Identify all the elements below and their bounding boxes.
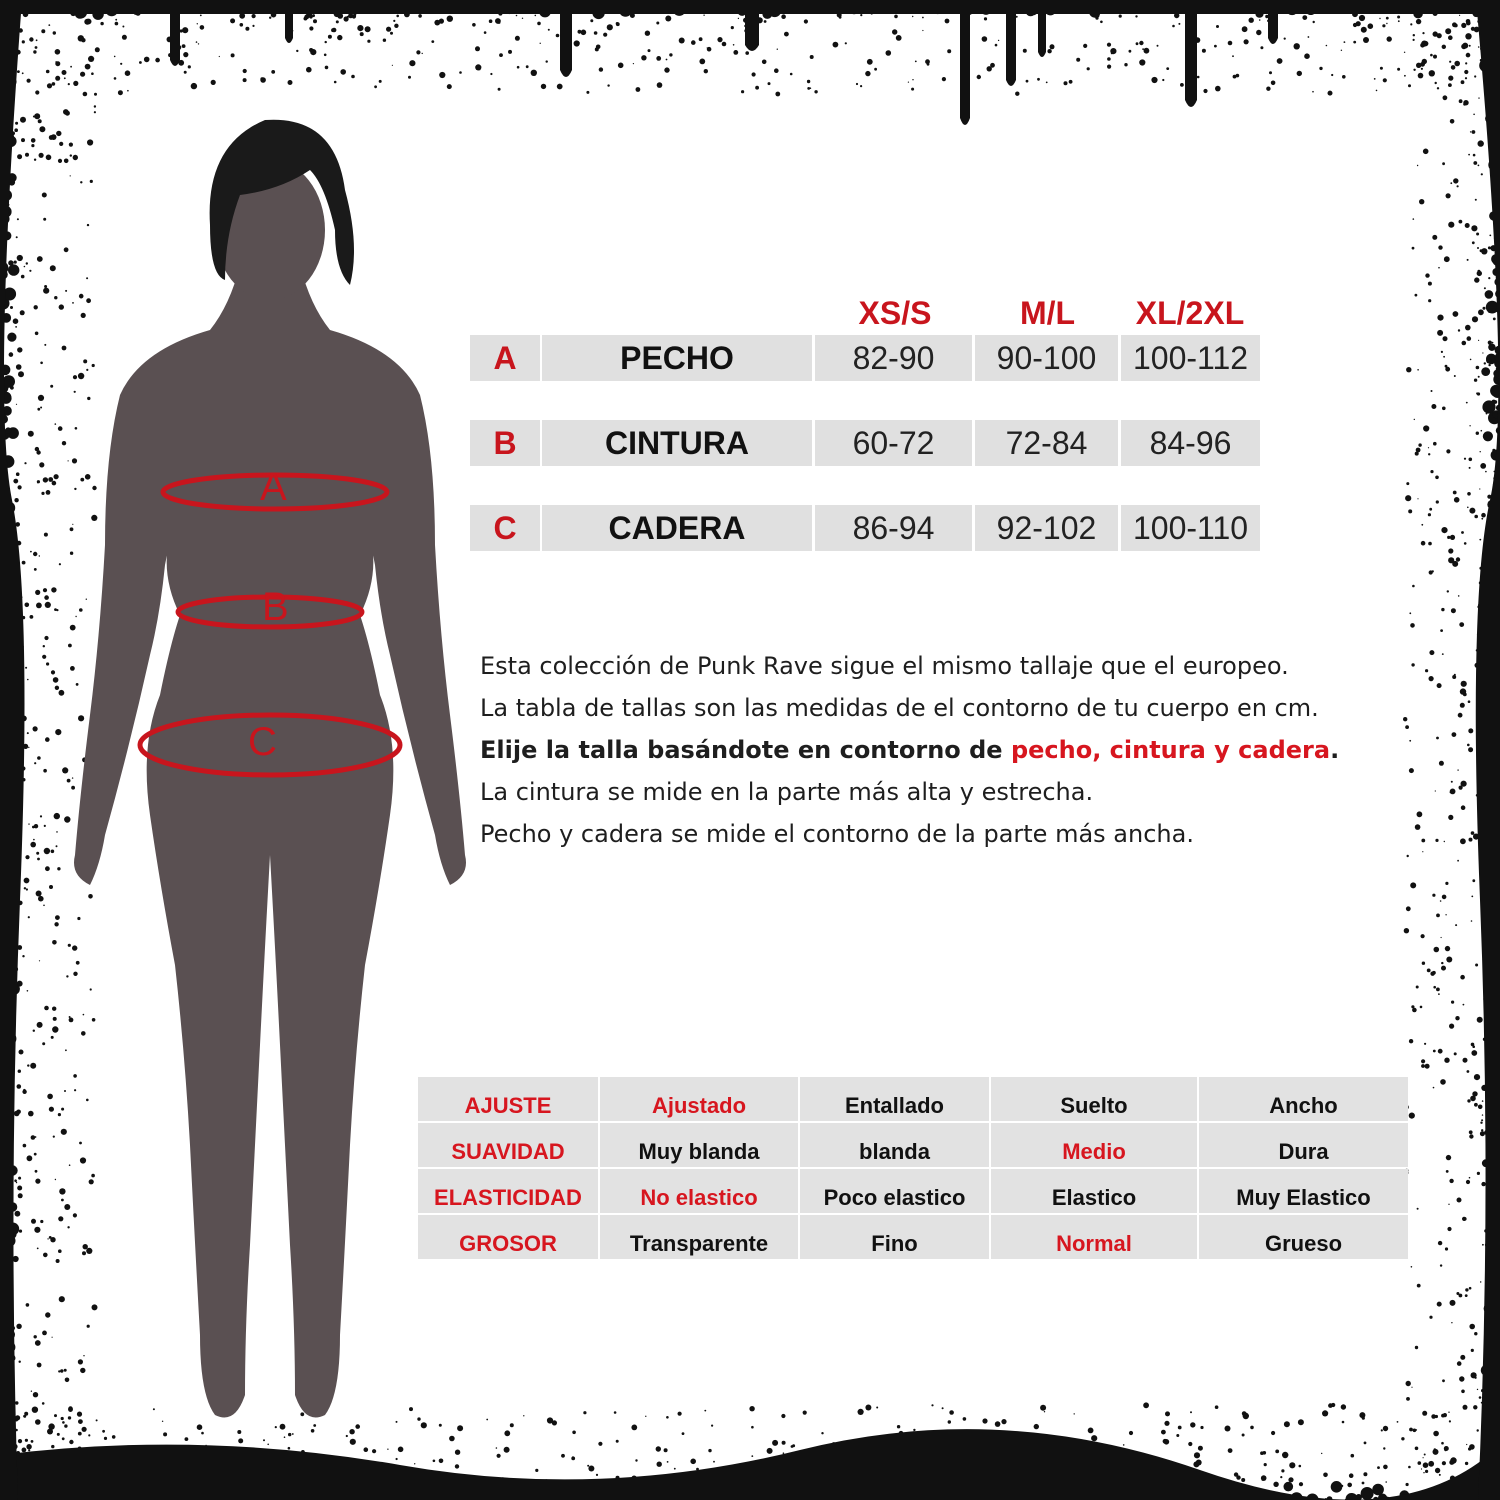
note-period: . bbox=[1330, 736, 1340, 764]
property-label: ELASTICIDAD bbox=[418, 1169, 598, 1213]
body-silhouette-figure bbox=[60, 95, 480, 1455]
row-letter: A bbox=[470, 335, 540, 381]
size-value: 72-84 bbox=[975, 420, 1118, 466]
size-col-xl-2xl: XL/2XL bbox=[1135, 295, 1245, 331]
property-option: Entallado bbox=[800, 1077, 989, 1121]
property-row bbox=[418, 1169, 1408, 1213]
body-silhouette bbox=[74, 265, 466, 1418]
property-option: Transparente bbox=[600, 1215, 798, 1259]
property-row bbox=[418, 1077, 1408, 1121]
size-value: 100-112 bbox=[1121, 335, 1260, 381]
property-row bbox=[418, 1215, 1408, 1259]
note-line: Pecho y cadera se mide el contorno de la parte más ancha. bbox=[480, 820, 1194, 848]
property-option: Grueso bbox=[1199, 1215, 1408, 1259]
property-option-selected: No elastico bbox=[600, 1169, 798, 1213]
size-value: 84-96 bbox=[1121, 420, 1260, 466]
note-bold-text: Elije la talla basándote en contorno de bbox=[480, 736, 1011, 764]
row-letter: B bbox=[470, 420, 540, 466]
property-option: Muy blanda bbox=[600, 1123, 798, 1167]
row-measure: CADERA bbox=[542, 505, 812, 551]
size-row-cadera bbox=[470, 505, 1260, 551]
row-measure: PECHO bbox=[542, 335, 812, 381]
note-line: La cintura se mide en la parte más alta y estrecha. bbox=[480, 778, 1094, 806]
note-line: Esta colección de Punk Rave sigue el mismo tallaje que el europeo. bbox=[480, 652, 1289, 680]
size-value: 100-110 bbox=[1121, 505, 1260, 551]
note-red-text: pecho, cintura y cadera bbox=[1010, 736, 1331, 764]
note-line: La tabla de tallas son las medidas de el contorno de tu cuerpo en cm. bbox=[480, 694, 1319, 722]
size-value: 60-72 bbox=[815, 420, 972, 466]
size-col-m-l: M/L bbox=[1019, 295, 1076, 331]
property-option: Fino bbox=[800, 1215, 989, 1259]
property-option-selected: Normal bbox=[991, 1215, 1197, 1259]
property-option: Suelto bbox=[991, 1077, 1197, 1121]
fabric-properties-table bbox=[418, 1077, 1408, 1259]
property-label: AJUSTE bbox=[418, 1077, 598, 1121]
size-col-xs-s: XS/S bbox=[858, 295, 932, 331]
tape-label-b: B bbox=[262, 585, 289, 629]
note-line-emphasis bbox=[480, 729, 1440, 771]
tape-label-c: C bbox=[248, 720, 277, 764]
tape-label-a: A bbox=[260, 465, 287, 509]
property-option: Dura bbox=[1199, 1123, 1408, 1167]
property-option-selected: Ajustado bbox=[600, 1077, 798, 1121]
property-option: Ancho bbox=[1199, 1077, 1408, 1121]
property-option: blanda bbox=[800, 1123, 989, 1167]
size-value: 90-100 bbox=[975, 335, 1118, 381]
property-option-selected: Medio bbox=[991, 1123, 1197, 1167]
row-measure: CINTURA bbox=[542, 420, 812, 466]
property-option: Muy Elastico bbox=[1199, 1169, 1408, 1213]
property-option: Poco elastico bbox=[800, 1169, 989, 1213]
size-row-pecho bbox=[470, 335, 1260, 381]
sizing-notes bbox=[480, 645, 1440, 855]
row-letter: C bbox=[470, 505, 540, 551]
property-row bbox=[418, 1123, 1408, 1167]
property-option: Elastico bbox=[991, 1169, 1197, 1213]
size-row-cintura bbox=[470, 420, 1260, 466]
size-value: 92-102 bbox=[975, 505, 1118, 551]
size-value: 82-90 bbox=[815, 335, 972, 381]
size-value: 86-94 bbox=[815, 505, 972, 551]
property-label: SUAVIDAD bbox=[418, 1123, 598, 1167]
property-label: GROSOR bbox=[418, 1215, 598, 1259]
